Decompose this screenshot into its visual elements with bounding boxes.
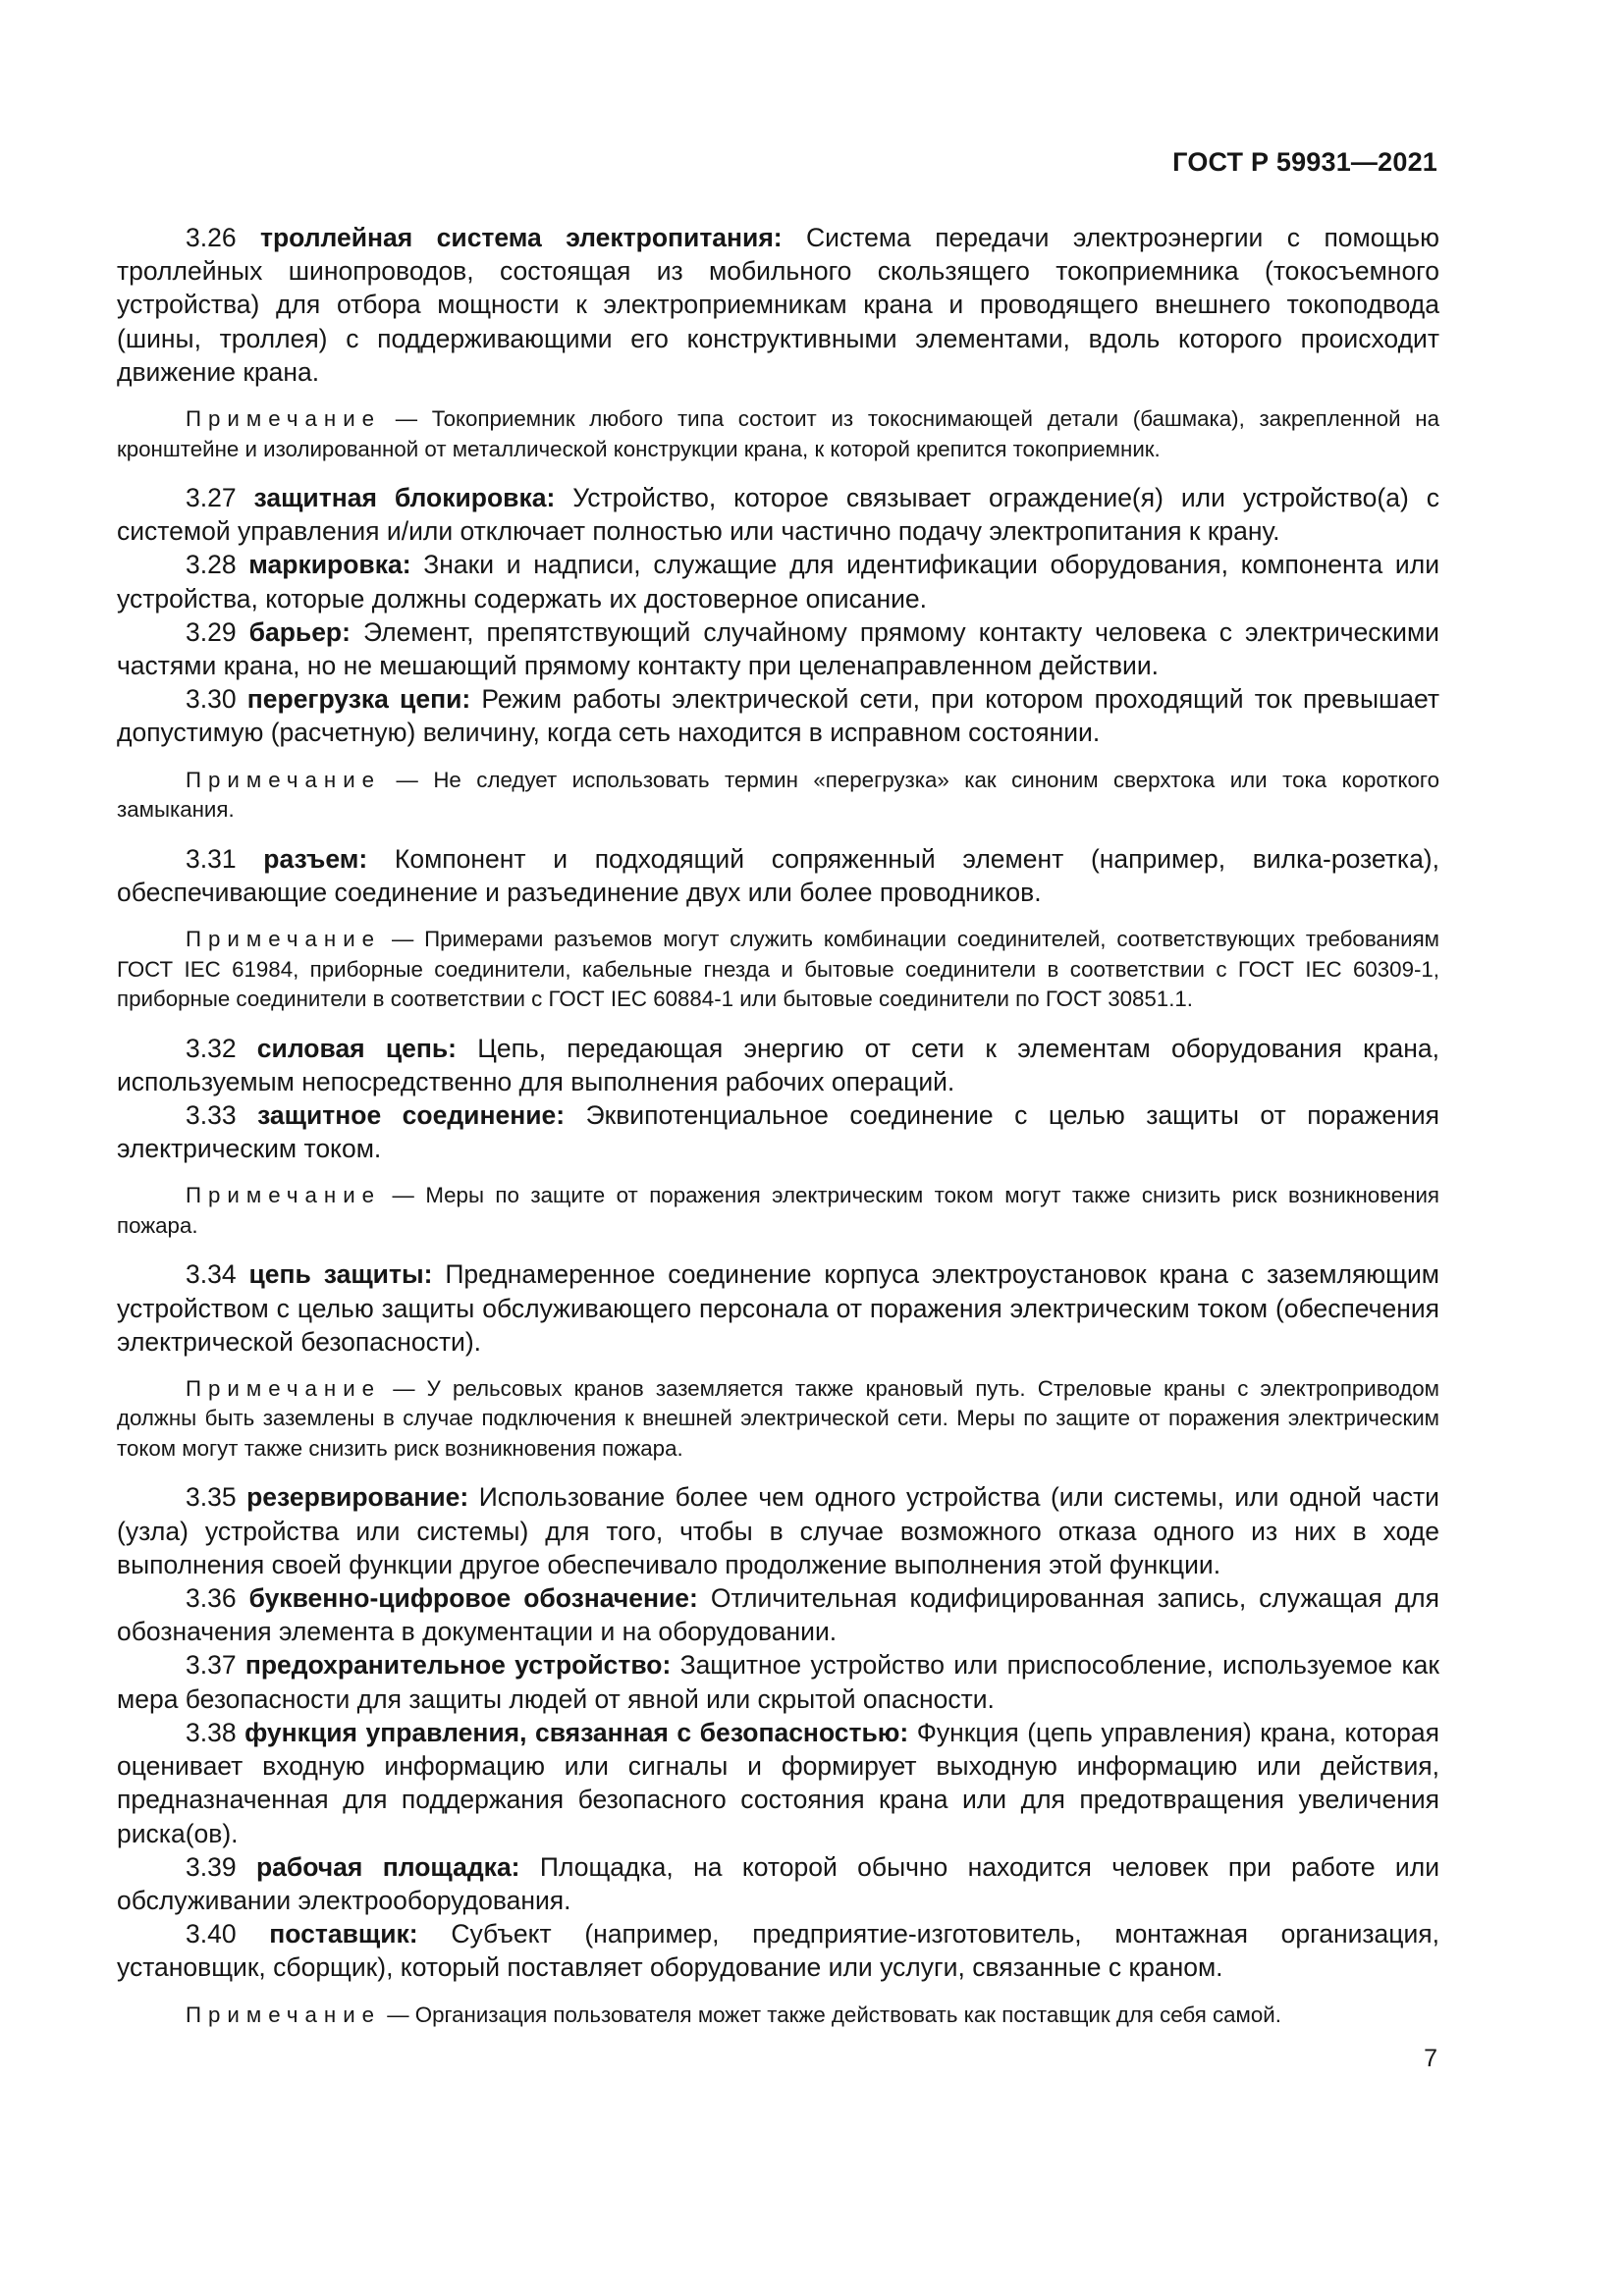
note-3-34 xyxy=(117,1374,1439,1465)
note-3-33 xyxy=(117,1181,1439,1241)
note-3-40 xyxy=(117,2001,1439,2031)
note-label: Примечание xyxy=(186,927,382,952)
term-definition: Режим работы электрической сети, при котором проходящий ток превышает допустимую (расчетную) величину, когда сеть находится в исправном состоянии. xyxy=(117,684,1440,748)
term-entry-3-31 xyxy=(117,842,1439,909)
page-number: 7 xyxy=(1424,2045,1437,2072)
note-text: — У рельсовых кранов заземляется также крановый путь. Стреловые краны с электроприводом должны быть заземлены в случае подключения к внешней электрической сети. Меры по защите от поражения электрическим током могут также снизить риск возникновения пожара. xyxy=(117,1375,1440,1461)
term-name: перегрузка цепи: xyxy=(246,684,471,715)
note-text: — Примерами разъемов могут служить комбинации соединителей, соответствующих требованиям ГОСТ IEC 61984, приборные соединители, кабельные гнезда и бытовые соединители в соответствии с ГОСТ IEC 60309-1, приборные соединители в соответствии с ГОСТ IEC 60884-1 или бытовые соединители по ГОСТ 30851.1. xyxy=(117,927,1439,1012)
term-entry-3-36 xyxy=(117,1581,1439,1648)
term-number: 3.31 xyxy=(186,843,237,874)
term-name: поставщик: xyxy=(269,1919,418,1949)
term-definition: Использование более чем одного устройства (или системы, или одной части (узла) устройства или системы) для того, чтобы в случае возможного отказа одного из них в ходе выполнения своей функции другое обеспечивало продолжение выполнения этой функции. xyxy=(117,1482,1439,1579)
note-label: Примечание xyxy=(186,767,382,792)
term-definition: Элемент, препятствующий случайному прямому контакту человека с электрическими частями крана, но не мешающий прямому контакту при целенаправленном действии. xyxy=(117,616,1439,681)
term-name: силовая цепь: xyxy=(256,1033,458,1063)
term-definition: Отличительная кодифицированная запись, служащая для обозначения элемента в документации и на оборудовании. xyxy=(117,1583,1439,1647)
note-label: Примечание xyxy=(186,406,382,432)
term-name: цепь защиты: xyxy=(248,1259,433,1290)
note-label: Примечание xyxy=(186,2002,382,2027)
term-number: 3.28 xyxy=(186,550,237,580)
term-number: 3.30 xyxy=(186,684,237,715)
term-entry-3-28 xyxy=(117,548,1439,614)
term-number: 3.29 xyxy=(186,616,237,647)
term-number: 3.36 xyxy=(186,1583,237,1614)
term-entry-3-30 xyxy=(117,682,1439,749)
term-name: троллейная система электропитания: xyxy=(260,223,783,252)
term-entry-3-26 xyxy=(117,221,1439,389)
term-number: 3.32 xyxy=(186,1033,237,1063)
term-definition: Площадка, на которой обычно находится человек при работе или обслуживании электрооборудования. xyxy=(117,1851,1440,1915)
term-name: защитная блокировка: xyxy=(253,483,556,513)
term-definition: Компонент и подходящий сопряженный элемент (например, вилка-розетка), обеспечивающие соединение и разъединение двух или более проводников. xyxy=(117,843,1439,907)
term-name: маркировка: xyxy=(248,550,411,580)
term-entry-3-27 xyxy=(117,481,1439,548)
document-code-header: ГОСТ Р 59931—2021 xyxy=(1172,147,1437,177)
term-entry-3-34 xyxy=(117,1257,1439,1359)
term-entry-3-40 xyxy=(117,1917,1439,1984)
term-name: функция управления, связанная с безопасностью: xyxy=(244,1717,909,1747)
term-number: 3.26 xyxy=(186,223,237,252)
term-number: 3.27 xyxy=(186,483,237,513)
term-number: 3.35 xyxy=(186,1482,237,1513)
term-definition: Цепь, передающая энергию от сети к элементам оборудования крана, используемым непосредственно для выполнения рабочих операций. xyxy=(117,1033,1439,1096)
term-entry-3-29 xyxy=(117,615,1439,682)
term-definition: Знаки и надписи, служащие для идентификации оборудования, компонента или устройства, которые должны содержать их достоверное описание. xyxy=(117,550,1440,614)
term-name: рабочая площадка: xyxy=(255,1851,520,1882)
note-label: Примечание xyxy=(186,1375,382,1401)
terms-list xyxy=(117,221,1439,2047)
term-entry-3-33 xyxy=(117,1098,1439,1165)
note-label: Примечание xyxy=(186,1183,382,1208)
term-definition: Защитное устройство или приспособление, используемое как мера безопасности для защиты людей от явной или скрытой опасности. xyxy=(117,1650,1439,1714)
term-entry-3-35 xyxy=(117,1480,1439,1581)
term-definition: Преднамеренное соединение корпуса электроустановок крана с заземляющим устройством с целью защиты обслуживающего персонала от поражения электрическим током (обеспечения электрической безопасности). xyxy=(117,1259,1439,1357)
term-name: защитное соединение: xyxy=(257,1099,566,1130)
term-entry-3-38 xyxy=(117,1716,1439,1850)
term-definition: Эквипотенциальное соединение с целью защиты от поражения электрическим током. xyxy=(117,1099,1440,1164)
term-number: 3.38 xyxy=(186,1717,237,1747)
term-name: разъем: xyxy=(263,843,368,874)
note-3-30 xyxy=(117,766,1439,826)
note-text: — Организация пользователя может также действовать как поставщик для себя самой. xyxy=(387,2002,1281,2027)
term-definition: Устройство, которое связывает ограждение(я) или устройство(а) с системой управления и/или отключает полностью или частично подачу электропитания к крану. xyxy=(117,483,1439,547)
term-name: буквенно-цифровое обозначение: xyxy=(248,1583,698,1614)
term-number: 3.40 xyxy=(186,1919,237,1949)
term-definition: Функция (цепь управления) крана, которая оценивает входную информацию или сигналы и формирует выходную информацию или действия, предназначенная для поддержания безопасного состояния крана или для предотвращения увеличения риска(ов). xyxy=(117,1717,1439,1848)
term-name: предохранительное устройство: xyxy=(244,1650,672,1681)
term-definition: Субъект (например, предприятие-изготовитель, монтажная организация, установщик, сборщик), который поставляет оборудование или услуги, связанные с краном. xyxy=(117,1919,1439,1983)
note-text: — Меры по защите от поражения электрическим током могут также снизить риск возникновения пожара. xyxy=(117,1183,1440,1238)
term-entry-3-32 xyxy=(117,1032,1439,1098)
note-3-31 xyxy=(117,925,1439,1015)
term-name: резервирование: xyxy=(246,1482,469,1513)
note-text: — Токоприемник любого типа состоит из токоснимающей детали (башмака), закрепленной на кронштейне и изолированной от металлической конструкции крана, к которой крепится токоприемник. xyxy=(117,406,1440,461)
term-entry-3-39 xyxy=(117,1850,1439,1917)
term-number: 3.33 xyxy=(186,1099,237,1130)
term-name: барьер: xyxy=(248,616,351,647)
term-definition: Система передачи электроэнергии с помощью троллейных шинопроводов, состоящая из мобильного скользящего токоприемника (токосъемного устройства) для отбора мощности к электроприемникам крана и проводящего внешнего токоподвода (шины, троллея) с поддерживающими его конструктивными элементами, вдоль которого происходит движение крана. xyxy=(117,223,1439,387)
term-number: 3.37 xyxy=(186,1650,237,1681)
term-number: 3.34 xyxy=(186,1259,237,1290)
term-entry-3-37 xyxy=(117,1648,1439,1715)
note-text: — Не следует использовать термин «перегрузка» как синоним сверхтока или тока короткого замыкания. xyxy=(117,767,1439,823)
term-number: 3.39 xyxy=(186,1851,237,1882)
note-3-26 xyxy=(117,404,1439,464)
